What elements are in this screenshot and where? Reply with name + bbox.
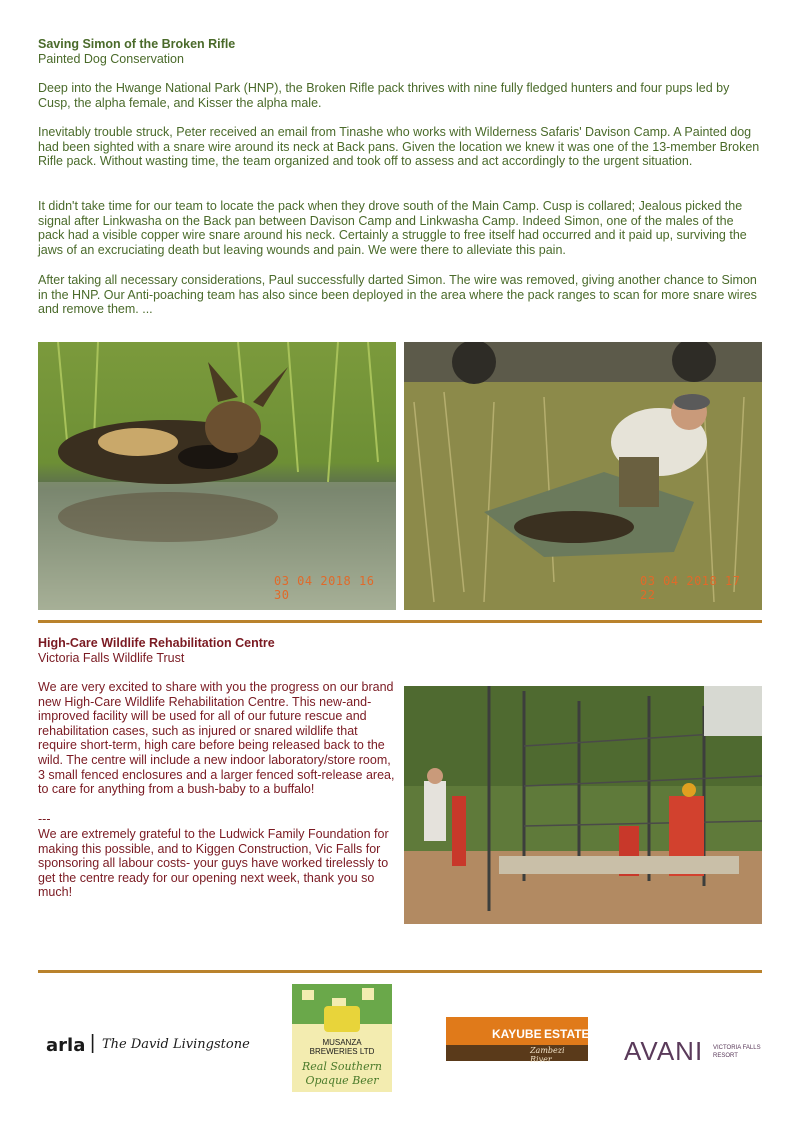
sponsor-logo-arla-david-livingstone <box>46 1028 266 1064</box>
musanza-name: MUSANZA <box>322 1038 362 1047</box>
article1-paragraph-3: It didn't take time for our team to locate the pack when they drove south of the Main Camp. Cusp is collared; Jealous picked the signal after Linkwasha on the Back pan between Davison Camp and Linkwasha Camp. Indeed Simon, one of the males of the pack had a visible copper wire snare around his neck. Certainly a struggle to free itself had occurred and it paid up, surviving the jaws of an excruciating death but leaving wounds and pain. We were there to alleviate this pain. <box>38 199 747 257</box>
arla-logo-text: arla <box>46 1035 86 1056</box>
article1-org: Painted Dog Conservation <box>38 52 184 66</box>
article2-title: High-Care Wildlife Rehabilitation Centre <box>38 636 275 650</box>
section-divider-1 <box>38 620 762 623</box>
kayube-name: KAYUBE <box>492 1027 542 1041</box>
section-divider-2 <box>38 970 762 973</box>
avani-location: VICTORIA FALLS <box>713 1045 761 1051</box>
photo-rehabilitation-centre-construction <box>404 686 762 924</box>
musanza-tagline-2: Opaque Beer <box>305 1074 379 1087</box>
beer-mug-icon <box>324 1006 360 1032</box>
sponsor-logo-avani <box>624 1036 764 1068</box>
sponsor-logo-kayube-estate <box>446 1017 590 1064</box>
david-livingstone-logo-text: The David Livingstone <box>102 1037 250 1052</box>
photo-left-timestamp: 03 04 2018 16 30 <box>274 574 375 602</box>
kayube-tagline: Zambezi River <box>530 1046 565 1064</box>
avani-name: AVANI <box>624 1036 704 1066</box>
musanza-tagline-1: Real Southern <box>302 1060 382 1073</box>
article1-paragraph-2: Inevitably trouble struck, Peter received an email from Tinashe who works with Wilderness Safaris' Davison Camp. A Painted dog had been sighted with a snare wire around its neck at Back pans. Given the location we knew it was one of the 13-member Broken Rifle pack. Without wasting time, the team organized and took off to assess and act accordingly to the urgent situation. <box>38 125 760 169</box>
photo-painted-dog-in-water <box>38 342 396 610</box>
article2-paragraph-2: We are extremely grateful to the Ludwick Family Foundation for making this possible, and to Kiggen Construction, Vic Falls for sponsoring all labour costs- your guys have worked tirelessly to get the centre ready for our opening next week, thank you so much! <box>38 827 389 900</box>
article1-title: Saving Simon of the Broken Rifle <box>38 37 236 51</box>
kayube-estate: ESTATE <box>544 1027 590 1041</box>
article2-org: Victoria Falls Wildlife Trust <box>38 651 185 665</box>
photo-darted-dog-treatment <box>404 342 762 610</box>
musanza-subname: BREWERIES LTD <box>309 1047 375 1056</box>
sponsor-logo-musanza-breweries <box>292 984 392 1092</box>
article2-separator: --- <box>38 812 51 826</box>
article1-paragraph-4: After taking all necessary considerations, Paul successfully darted Simon. The wire was removed, giving another chance to Simon in the HNP. Our Anti-poaching team has also since been deployed in the area where the pack ranges to scan for more snare wires and remove them. ... <box>38 273 757 317</box>
article1-paragraph-1: Deep into the Hwange National Park (HNP), the Broken Rifle pack thrives with nine fully fledged hunters and four pups led by Cusp, the alpha female, and Kisser the alpha male. <box>38 81 730 110</box>
photo-right-timestamp: 03 04 2018 17 22 <box>640 574 741 602</box>
article2-paragraph-1: We are very excited to share with you the progress on our brand new High-Care Wildlife Rehabilitation Centre. This new-and-improved facility will be used for all of our future rescue and rehabilitation cases, such as injured or snared wildlife that require short-term, high care before being released back to the wild. The centre will include a new indoor laboratory/store room, 3 small fenced enclosures and a larger fenced soft-release area, to care for anything from a bush-baby to a buffalo! <box>38 680 395 797</box>
logo-separator: | <box>90 1032 96 1054</box>
avani-resort: RESORT <box>713 1053 738 1059</box>
